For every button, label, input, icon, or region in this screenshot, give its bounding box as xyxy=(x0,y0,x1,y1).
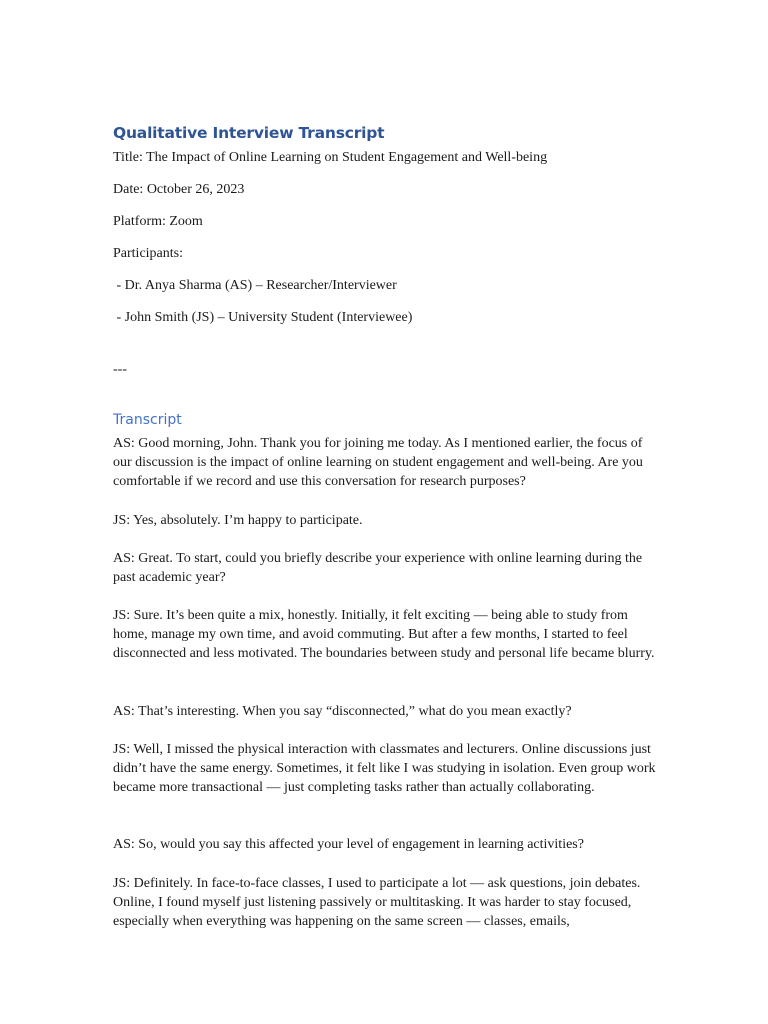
transcript-turn: JS: Well, I missed the physical interaction with classmates and lecturers. Online discussions just didn’t have the same energy. Sometimes, it felt like I was studying in isolation. Even group work became more transactional — just completing tasks rather than actually collaborating. xyxy=(113,742,656,796)
separator: --- xyxy=(113,362,127,377)
participants-label: Participants: xyxy=(113,246,183,261)
transcript-turn: JS: Yes, absolutely. I’m happy to participate. xyxy=(113,513,363,528)
document-heading: Qualitative Interview Transcript xyxy=(113,124,385,142)
transcript-turn: AS: So, would you say this affected your level of engagement in learning activities? xyxy=(113,837,584,852)
participant-item: - Dr. Anya Sharma (AS) – Researcher/Interviewer xyxy=(113,278,397,293)
transcript-turn: AS: That’s interesting. When you say “disconnected,” what do you mean exactly? xyxy=(113,704,572,719)
participant-item: - John Smith (JS) – University Student (Interviewee) xyxy=(113,310,413,325)
transcript-heading: Transcript xyxy=(113,412,182,428)
transcript-turn: AS: Great. To start, could you briefly describe your experience with online learning during the past academic year? xyxy=(113,551,643,586)
title-line: Title: The Impact of Online Learning on Student Engagement and Well-being xyxy=(113,150,548,165)
transcript-turn: JS: Sure. It’s been quite a mix, honestly. Initially, it felt exciting — being able to study from home, manage my own time, and avoid commuting. But after a few months, I started to feel disconnected and less motivated. The boundaries between study and personal life became blurry. xyxy=(113,608,655,662)
date-line: Date: October 26, 2023 xyxy=(113,182,245,197)
transcript-turn: JS: Definitely. In face-to-face classes, I used to participate a lot — ask questions, join debates. Online, I found myself just listening passively or multitasking. It was harder to stay focused, especially when everything was happening on the same screen — classes, emails, xyxy=(113,876,641,930)
transcript-turn: AS: Good morning, John. Thank you for joining me today. As I mentioned earlier, the focus of our discussion is the impact of online learning on student engagement and well-being. Are you comfortable if we record and use this conversation for research purposes? xyxy=(113,436,643,490)
platform-line: Platform: Zoom xyxy=(113,214,203,229)
